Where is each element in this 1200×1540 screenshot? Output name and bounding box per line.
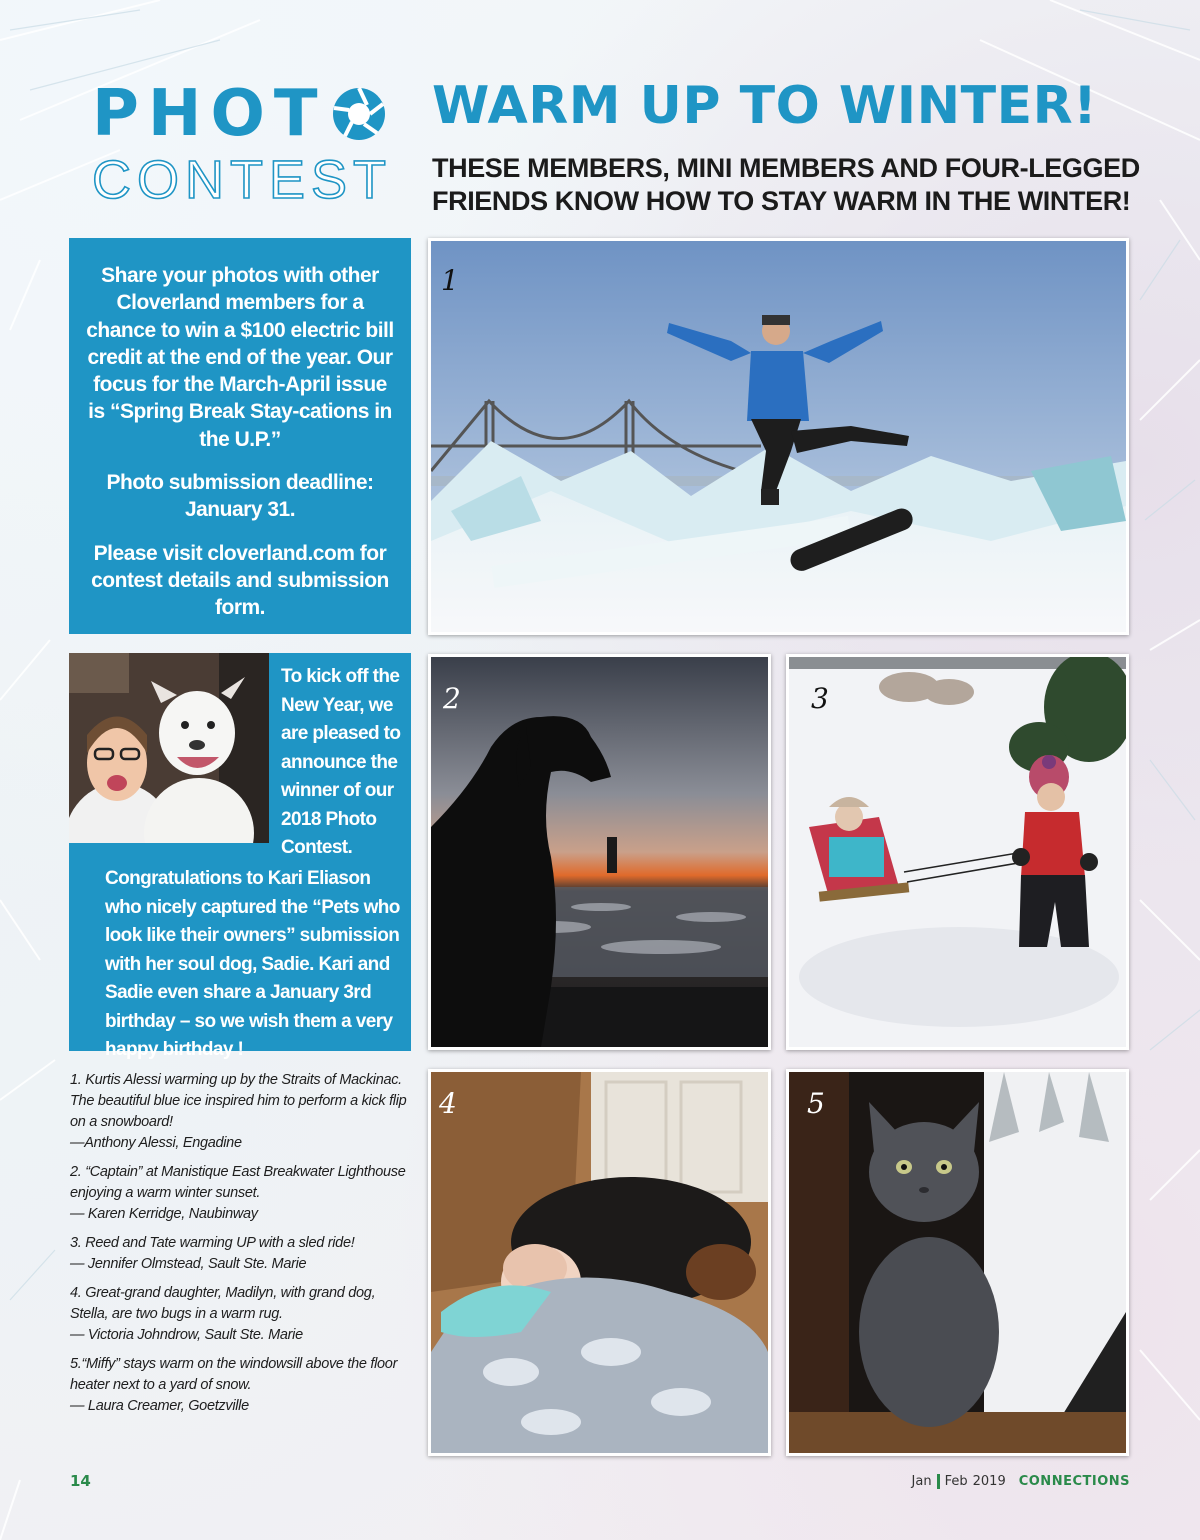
logo-photo-text: PHOT <box>92 77 327 151</box>
photo-5-cat-window <box>786 1069 1129 1456</box>
winner-announcement-box <box>69 653 411 1060</box>
logo-photo-word <box>92 77 392 151</box>
caption-3-text: 3. Reed and Tate warming UP with a sled ride! <box>70 1235 355 1252</box>
winner-photo <box>69 653 269 843</box>
photo-number-4: 4 <box>439 1087 457 1120</box>
issue-month-1: Jan <box>911 1474 932 1489</box>
issue-month-2: Feb <box>944 1474 968 1489</box>
info-paragraph-1: Share your photos with other Cloverland members for a chance to win a $100 electric bill credit at the end of the year. Our focus for the March-April issue is “Spring Break Stay-cations in the U.P.” <box>86 264 394 451</box>
info-paragraph-2: Photo submission deadline: January 31. <box>106 471 374 522</box>
caption-2 <box>70 1162 415 1225</box>
caption-3-credit: — Jennifer Olmstead, Sault Ste. Marie <box>70 1256 307 1273</box>
caption-5 <box>70 1354 415 1417</box>
info-paragraph-3: Please visit cloverland.com for contest details and submission form. <box>91 541 389 620</box>
winner-body-text: Congratulations to Kari Eliason who nicely captured the “Pets who look like their owners” submission with her soul dog, Sadie. Kari and Sadie even share a January 3rd birthday – so we wish them a very happy birthday ! <box>105 868 400 1060</box>
caption-3 <box>70 1233 415 1275</box>
photo-number-2: 2 <box>443 682 461 715</box>
issue-year: 2019 <box>972 1474 1006 1489</box>
caption-5-text: 5.“Miffy” stays warm on the windowsill above the floor heater next to a yard of snow. <box>70 1356 398 1394</box>
caption-2-text: 2. “Captain” at Manistique East Breakwater Lighthouse enjoying a warm winter sunset. <box>70 1164 406 1202</box>
caption-1 <box>70 1070 415 1154</box>
footer-divider <box>937 1474 940 1489</box>
photo-captions <box>70 1070 415 1425</box>
caption-5-credit: — Laura Creamer, Goetzville <box>70 1398 249 1415</box>
photo-1-snowboarder <box>428 238 1129 635</box>
photo-number-3: 3 <box>811 682 829 715</box>
photo-2-dog-sunset <box>428 654 771 1050</box>
caption-4-credit: — Victoria Johndrow, Sault Ste. Marie <box>70 1327 303 1344</box>
winner-intro-text: To kick off the New Year, we are pleased to announce the winner of our 2018 Photo Contest. <box>281 666 401 858</box>
caption-1-credit: —Anthony Alessi, Engadine <box>70 1135 242 1152</box>
contest-info-box <box>69 238 411 634</box>
page-title: WARM UP TO WINTER! <box>432 76 1098 136</box>
camera-shutter-icon <box>331 86 387 142</box>
photo-3-sled-ride <box>786 654 1129 1050</box>
photo-4-baby-and-dog <box>428 1069 771 1456</box>
page-number: 14 <box>70 1472 91 1490</box>
photo-number-1: 1 <box>441 264 459 297</box>
photo-contest-logo <box>92 77 393 210</box>
logo-contest-text: CONTEST <box>92 150 393 210</box>
issue-footer <box>912 1474 1130 1489</box>
caption-4-text: 4. Great-grand daughter, Madilyn, with grand dog, Stella, are two bugs in a warm rug. <box>70 1285 376 1323</box>
photo-number-5: 5 <box>807 1087 825 1120</box>
subtitle-line-2: FRIENDS KNOW HOW TO STAY WARM IN THE WINTER! <box>432 185 1131 216</box>
subtitle-line-1: THESE MEMBERS, MINI MEMBERS AND FOUR-LEGGED <box>432 153 1140 183</box>
magazine-name: CONNECTIONS <box>1018 1474 1130 1489</box>
caption-4 <box>70 1283 415 1346</box>
page-subtitle <box>432 152 1152 218</box>
caption-1-text: 1. Kurtis Alessi warming up by the Straits of Mackinac. The beautiful blue ice inspired him to perform a kick flip on a snowboard! <box>70 1072 407 1131</box>
caption-2-credit: — Karen Kerridge, Naubinway <box>70 1206 258 1223</box>
